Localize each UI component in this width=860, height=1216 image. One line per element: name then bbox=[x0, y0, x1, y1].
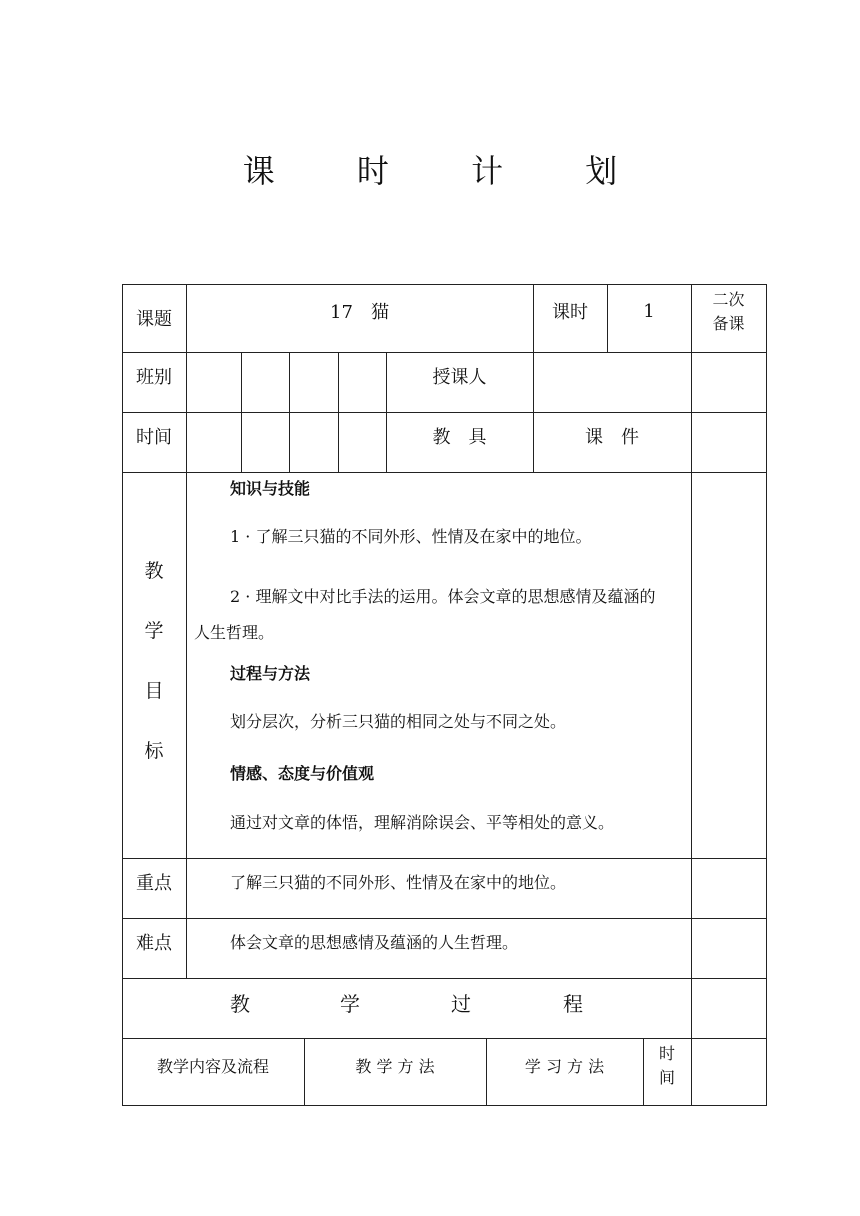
tools-label: 教 具 bbox=[432, 427, 487, 448]
second-prep-line1: 二次 bbox=[712, 290, 745, 309]
row-divider bbox=[122, 858, 767, 859]
process-char: 程 bbox=[563, 991, 583, 1016]
objectives-label-char: 标 bbox=[144, 740, 164, 762]
page-title: 课 时 计 划 bbox=[242, 152, 654, 190]
time-label: 时间 bbox=[136, 427, 172, 448]
knowledge-item-2-cont: 人生哲理。 bbox=[194, 623, 275, 642]
column-divider bbox=[186, 284, 187, 978]
difficulty-label: 难点 bbox=[136, 933, 172, 954]
second-prep-label bbox=[691, 288, 766, 336]
second-prep-line2: 备课 bbox=[712, 314, 745, 333]
knowledge-heading: 知识与技能 bbox=[230, 479, 311, 498]
period-label: 课时 bbox=[552, 302, 588, 323]
column-divider bbox=[241, 352, 242, 472]
objectives-label-char: 目 bbox=[144, 680, 164, 702]
row-divider bbox=[122, 472, 767, 473]
period-value: 1 bbox=[643, 300, 655, 322]
difficulty-text: 体会文章的思想感情及蕴涵的人生哲理。 bbox=[230, 933, 519, 952]
objectives-label-char: 学 bbox=[144, 620, 164, 642]
topic-label: 课题 bbox=[136, 309, 172, 330]
key-point-text: 了解三只猫的不同外形、性情及在家中的地位。 bbox=[230, 873, 567, 892]
topic-value: 17 猫 bbox=[330, 302, 389, 323]
time-header-line1: 时 bbox=[658, 1044, 675, 1063]
content-flow-header: 教学内容及流程 bbox=[156, 1056, 269, 1076]
key-point-label: 重点 bbox=[136, 873, 172, 894]
column-divider bbox=[338, 352, 339, 472]
column-divider bbox=[691, 284, 692, 1105]
process-char: 学 bbox=[340, 991, 360, 1016]
row-divider bbox=[122, 918, 767, 919]
time-header-line2: 间 bbox=[658, 1068, 675, 1087]
emotion-heading: 情感、态度与价值观 bbox=[230, 764, 375, 783]
tools-value: 课 件 bbox=[585, 427, 639, 448]
process-char: 过 bbox=[451, 991, 471, 1016]
column-divider bbox=[289, 352, 290, 472]
knowledge-item-1: 1 · 了解三只猫的不同外形、性情及在家中的地位。 bbox=[230, 527, 592, 546]
table-border bbox=[766, 284, 767, 1105]
process-char: 教 bbox=[230, 991, 250, 1016]
teaching-method-header: 教 学 方 法 bbox=[355, 1056, 435, 1076]
process-text: 划分层次，分析三只猫的相同之处与不同之处。 bbox=[230, 712, 567, 731]
objectives-label-char: 教 bbox=[144, 560, 164, 582]
process-heading: 过程与方法 bbox=[230, 664, 311, 683]
learning-method-header: 学 习 方 法 bbox=[524, 1056, 605, 1076]
knowledge-item-2: 2 · 理解文中对比手法的运用。体会文章的思想感情及蕴涵的 bbox=[230, 587, 656, 606]
teacher-label: 授课人 bbox=[432, 367, 487, 388]
table-border bbox=[122, 1105, 767, 1106]
time-header bbox=[643, 1042, 691, 1090]
emotion-text: 通过对文章的体悟，理解消除误会、平等相处的意义。 bbox=[230, 813, 615, 832]
class-label: 班别 bbox=[136, 367, 172, 388]
